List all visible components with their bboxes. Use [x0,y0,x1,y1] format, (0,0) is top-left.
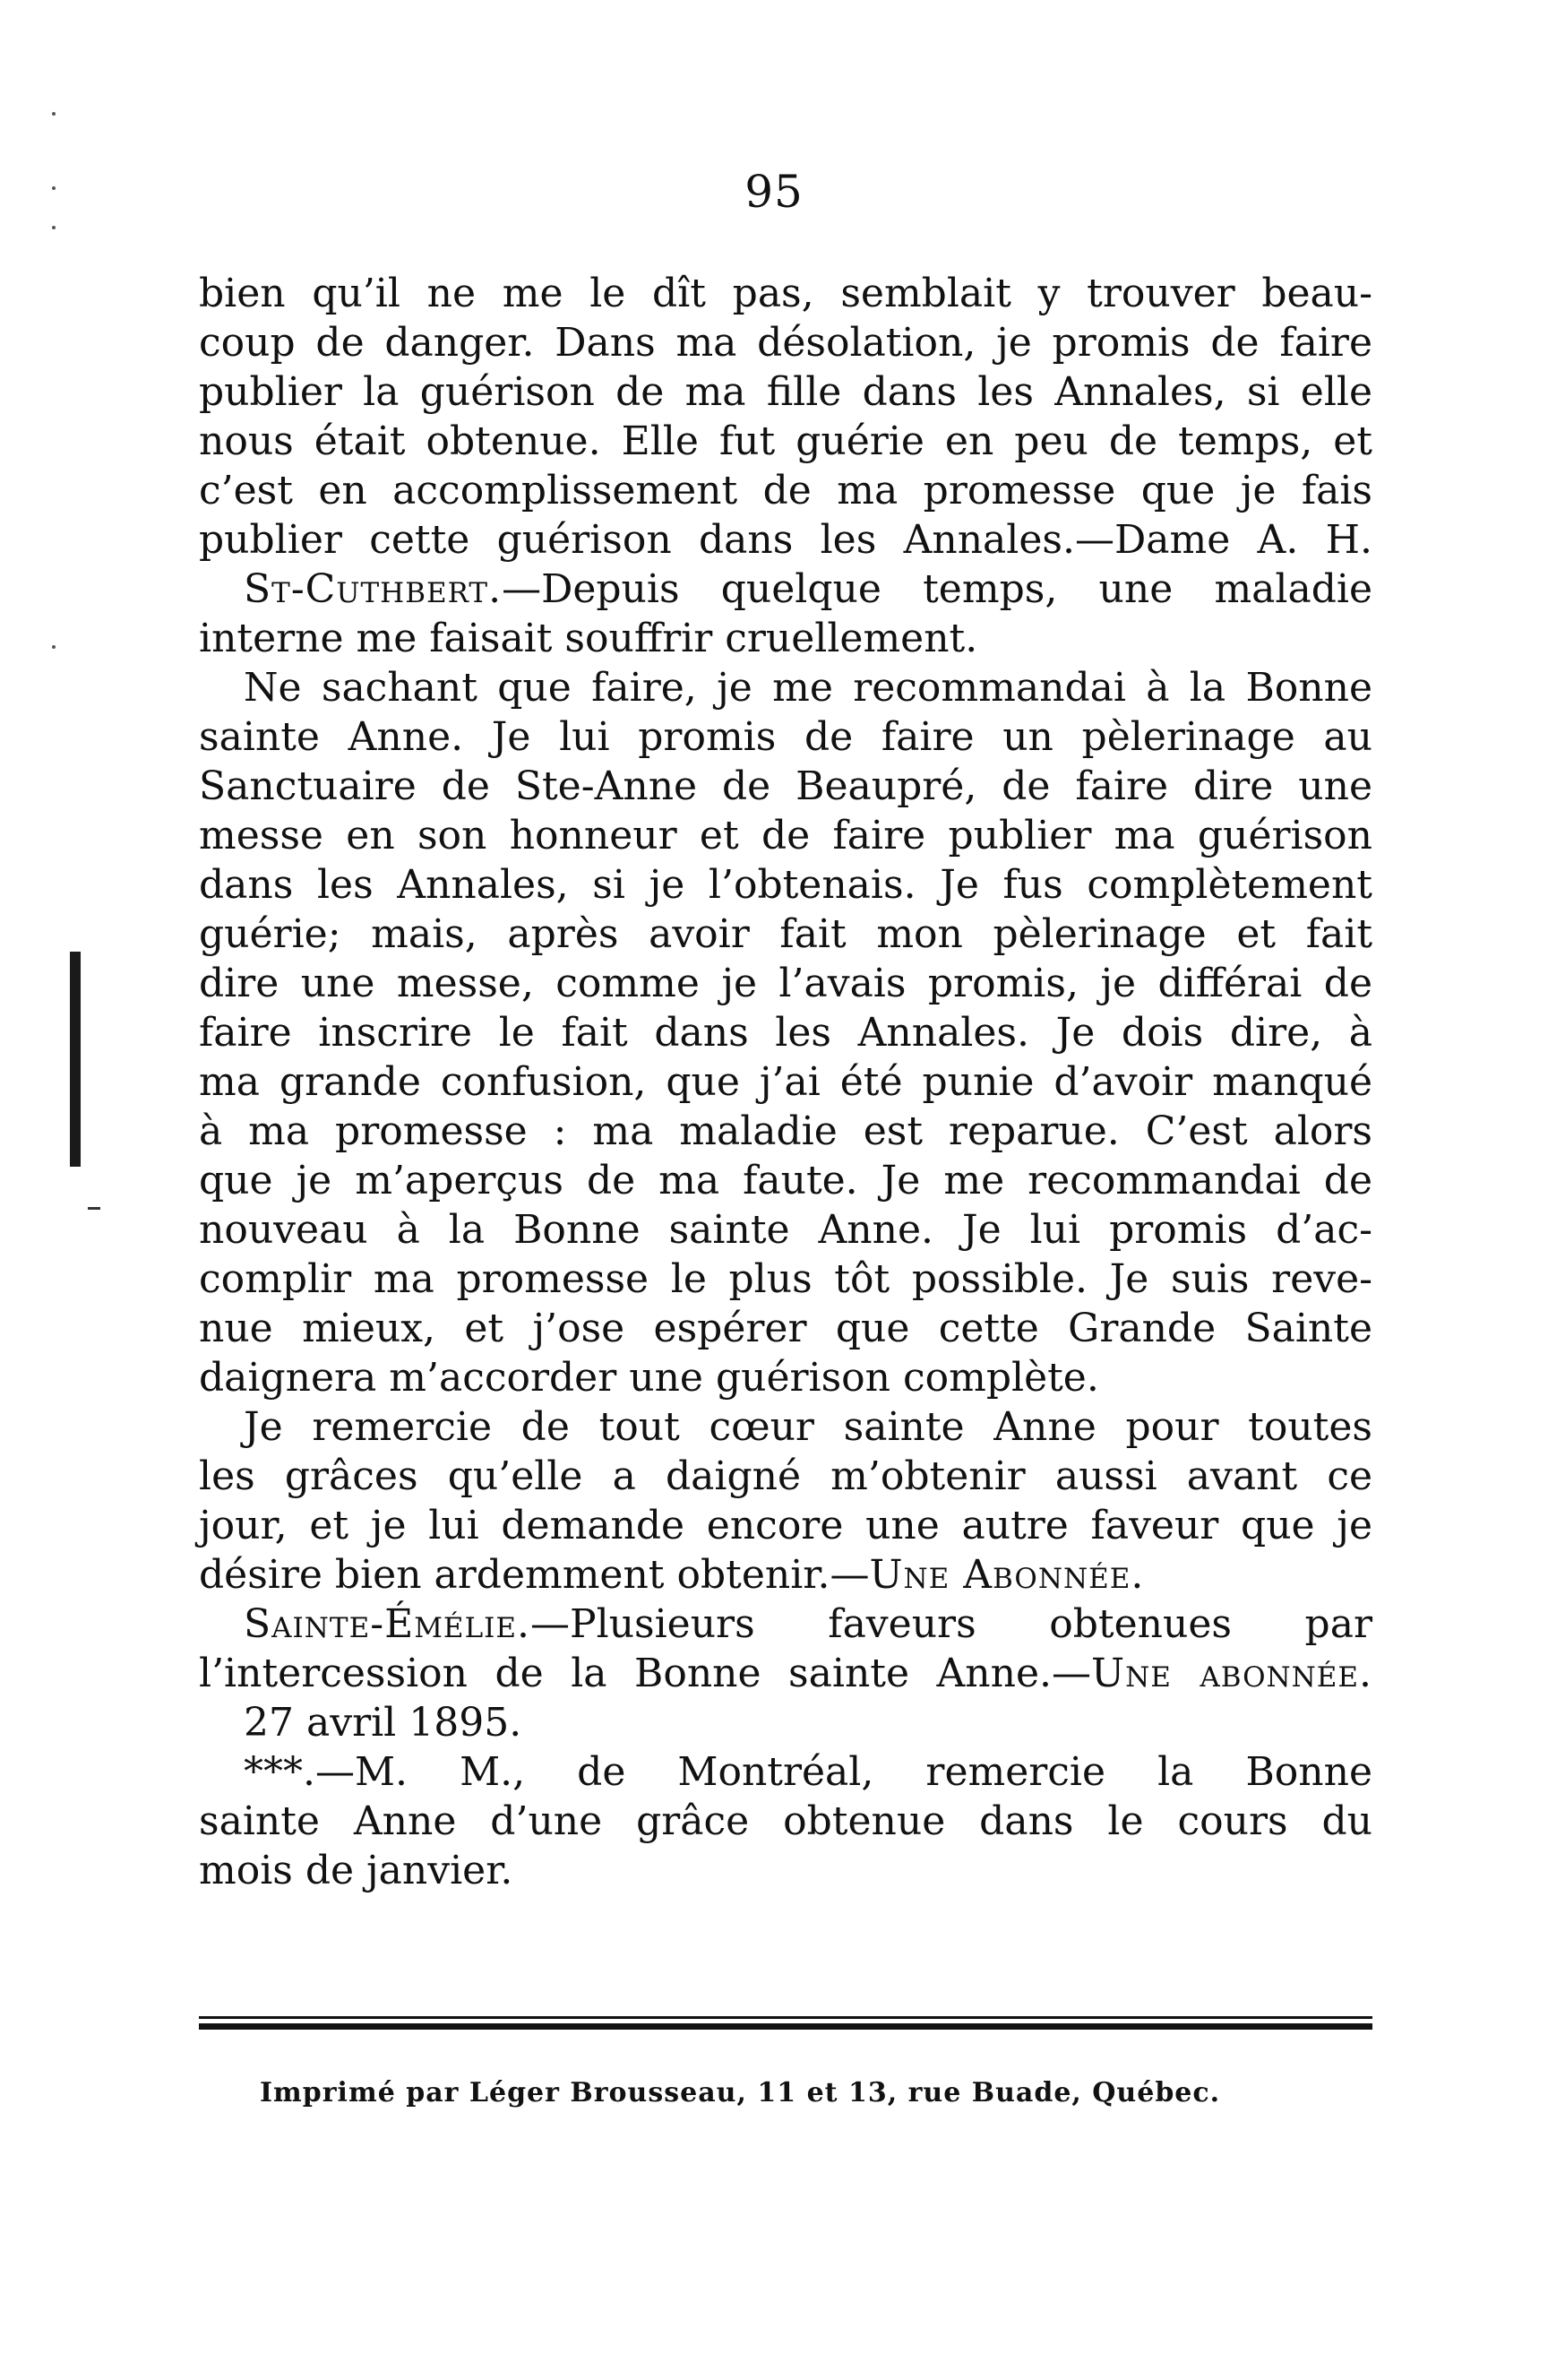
signature: Une abonnée. [1090,1651,1372,1696]
margin-speck [52,112,56,116]
text-line: coup de danger. Dans ma désolation, je promis de faire [199,320,1372,366]
text-line: Sanctuaire de Ste-Anne de Beaupré, de faire dire une [199,763,1372,809]
text-line: nue mieux, et j’ose espérer que cette Grande Sainte [199,1306,1372,1351]
body-text [199,269,1372,1895]
text-line: nouveau à la Bonne sainte Anne. Je lui promis d’ac- [199,1207,1372,1253]
place-name: Sainte-Émélie. [244,1601,531,1647]
text-line: sainte Anne. Je lui promis de faire un pèlerinage au [199,714,1372,760]
text-line: sainte Anne d’une grâce obtenue dans le cours du [199,1798,1372,1844]
margin-mark [70,952,81,1167]
divider-rule [199,2016,1372,2019]
margin-dash [88,1207,100,1210]
text-line: dire une messe, comme je l’avais promis, je différai de [199,961,1372,1006]
margin-speck [52,226,56,229]
place-name: St-Cuthbert. [244,566,503,612]
text-line: mois de janvier. [199,1848,513,1893]
text-line: faire inscrire le fait dans les Annales. Je dois dire, à [199,1010,1372,1056]
text-line: Je remercie de tout cœur sainte Anne pour toutes [244,1404,1372,1450]
text-line: publier la guérison de ma fille dans les Annales, si elle [199,369,1372,415]
text-line: interne me faisait souffrir cruellement. [199,616,978,661]
text-line: désire bien ardemment obtenir.—Une Abonnée. [199,1552,1145,1598]
text-line: à ma promesse : ma maladie est reparue. C’est alors [199,1108,1372,1154]
signature: Une Abonnée. [869,1552,1145,1598]
text-line: Sainte-Émélie.—Plusieurs faveurs obtenues par [244,1601,1372,1647]
text-line: les grâces qu’elle a daigné m’obtenir aussi avant ce [199,1453,1372,1499]
divider-rule-thick [199,2023,1372,2030]
text-line: guérie; mais, après avoir fait mon pèlerinage et fait [199,911,1372,957]
text-line: ***.—M. M., de Montréal, remercie la Bonne [244,1749,1372,1795]
text-line: bien qu’il ne me le dît pas, semblait y trouver beau- [199,271,1372,316]
text-line: St-Cuthbert.—Depuis quelque temps, une maladie [244,566,1372,612]
text-line: messe en son honneur et de faire publier ma guérison [199,813,1372,858]
text-line: l’intercession de la Bonne sainte Anne.—Une abonnée. [199,1651,1372,1696]
text-line: complir ma promesse le plus tôt possible. Je suis reve- [199,1256,1372,1302]
text-line: que je m’aperçus de ma faute. Je me recommandai de [199,1158,1372,1203]
date-line: 27 avril 1895. [244,1700,522,1746]
text-line: Ne sachant que faire, je me recommandai à la Bonne [244,665,1372,711]
text-line: daignera m’accorder une guérison complète. [199,1355,1099,1401]
margin-speck [52,645,56,649]
text-line: nous était obtenue. Elle fut guérie en peu de temps, et [199,418,1372,464]
text-line: c’est en accomplissement de ma promesse que je fais [199,468,1372,513]
text-line: dans les Annales, si je l’obtenais. Je fus complètement [199,862,1372,908]
text-line: jour, et je lui demande encore une autre faveur que je [199,1503,1372,1548]
text-line: ma grande confusion, que j’ai été punie d’avoir manqué [199,1059,1372,1105]
printer-imprint: Imprimé par Léger Brousseau, 11 et 13, rue Buade, Québec. [260,2077,1221,2108]
page-number: 95 [744,166,804,218]
margin-speck [52,186,56,190]
text-line: publier cette guérison dans les Annales.—Dame A. H. [199,517,1372,563]
